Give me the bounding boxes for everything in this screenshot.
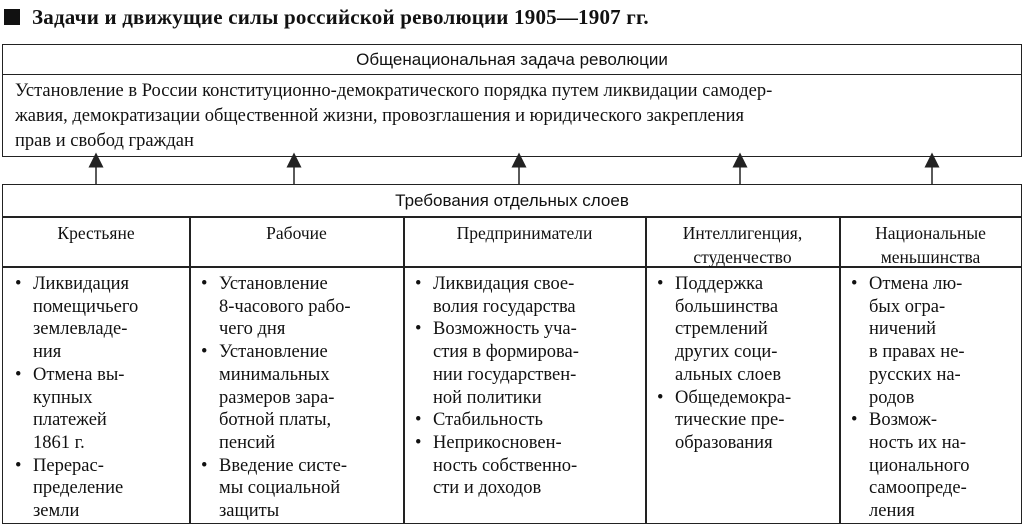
column-header-intelligentsia [646, 218, 839, 266]
item-line: минимальных [219, 364, 330, 385]
item-line: Отмена вы- [33, 364, 125, 385]
bullet-icon: • [851, 410, 858, 431]
national-task-line: прав и свобод граждан [15, 131, 194, 151]
item-line: земли [33, 501, 80, 522]
column-header-line: Национальные [875, 223, 986, 243]
item-line: Ликвидация свое- [433, 274, 575, 294]
item-line: 8-часового рабо- [219, 296, 351, 317]
item-line: Поддержка [675, 274, 764, 294]
title-row [4, 4, 649, 30]
item-line: альных слоев [675, 364, 782, 385]
item-line: ния [33, 342, 62, 363]
column-header-workers [190, 218, 403, 266]
item-line: пределение [33, 478, 124, 499]
item-line: родов [869, 387, 915, 408]
item-line: русских на- [869, 364, 961, 385]
list-item [653, 273, 837, 387]
national-task-line: жавия, демократизации общественной жизни, провозглашения и юридического закрепления [15, 106, 745, 126]
list-item [411, 318, 643, 409]
bullet-icon: • [201, 342, 208, 363]
item-line: стия в формирова- [433, 342, 579, 363]
item-line: сти и доходов [433, 478, 542, 499]
column-minorities [847, 273, 1019, 523]
item-line: чего дня [219, 319, 286, 340]
item-line: Отмена лю- [869, 274, 963, 294]
item-line: ничений [869, 319, 937, 340]
national-task-text [15, 79, 981, 154]
column-header-line: Крестьяне [57, 223, 135, 243]
column-header-line: меньшинства [880, 247, 981, 267]
bullet-icon: • [201, 455, 208, 476]
item-line: Установление [219, 274, 328, 294]
item-line: бых огра- [869, 296, 946, 317]
column-entrepreneurs [411, 273, 643, 500]
demands-header: Требования отдельных слоев [395, 190, 629, 210]
item-line: помещичьего [33, 296, 139, 317]
bullet-icon: • [657, 274, 664, 294]
item-line: ботной платы, [219, 410, 332, 431]
bullet-icon: • [657, 387, 664, 408]
item-line: 1861 г. [33, 432, 85, 453]
item-line: Возмож- [869, 410, 938, 431]
item-line: ность их на- [869, 432, 967, 453]
column-header-peasants [3, 218, 189, 266]
item-line: ной политики [433, 387, 542, 408]
national-task-box [2, 44, 1022, 157]
list-item [11, 273, 187, 364]
column-intelligentsia [653, 273, 837, 455]
national-task-line: Установление в России конституционно-демократического порядка путем ликвидации самодер- [15, 81, 773, 101]
item-line: Возможность уча- [433, 319, 577, 340]
list-item [197, 455, 401, 523]
item-line: Стабильность [433, 410, 543, 431]
item-line: Введение систе- [219, 455, 347, 476]
item-line: защиты [219, 501, 280, 522]
list-item [847, 273, 1019, 409]
item-line: Неприкосновен- [433, 432, 562, 453]
item-line: ность собственно- [433, 455, 578, 476]
arrows [0, 150, 1024, 188]
bullet-icon: • [415, 432, 422, 453]
item-line: нии государствен- [433, 364, 577, 385]
item-line: пенсий [219, 432, 276, 453]
list-item [411, 409, 643, 432]
item-line: самоопреде- [869, 478, 967, 499]
item-line: размеров зара- [219, 387, 335, 408]
list-item [197, 341, 401, 455]
item-line: мы социальной [219, 478, 341, 499]
item-line: ционального [869, 455, 970, 476]
bullet-icon: • [851, 274, 858, 294]
column-header-entrepreneurs [404, 218, 645, 266]
list-item [411, 432, 643, 500]
bullet-icon: • [415, 274, 422, 294]
black-square-icon [4, 9, 20, 25]
list-item [11, 455, 187, 523]
list-item [847, 409, 1019, 523]
item-line: стремлений [675, 319, 768, 340]
item-line: волия государства [433, 296, 576, 317]
bullet-icon: • [15, 455, 22, 476]
item-line: ления [869, 501, 915, 522]
column-header-line: Рабочие [266, 223, 327, 243]
national-task-header: Общенациональная задача революции [3, 45, 1021, 75]
list-item [653, 387, 837, 455]
divider [3, 266, 1021, 268]
bullet-icon: • [15, 274, 22, 294]
item-line: Перерас- [33, 455, 104, 476]
item-line: других соци- [675, 342, 778, 363]
page-title: Задачи и движущие силы российской революции 1905—1907 гг. [32, 4, 649, 29]
column-header-line: Интеллигенция, [682, 223, 803, 243]
list-item [411, 273, 643, 318]
bullet-icon: • [415, 410, 422, 431]
item-line: образования [675, 432, 773, 453]
item-line: Установление [219, 342, 328, 363]
column-peasants [11, 273, 187, 523]
item-line: в правах не- [869, 342, 965, 363]
column-workers [197, 273, 401, 523]
item-line: Ликвидация [33, 274, 130, 294]
column-header-minorities [840, 218, 1021, 266]
bullet-icon: • [415, 319, 422, 340]
list-item [11, 364, 187, 455]
bullet-icon: • [201, 274, 208, 294]
demands-box [2, 184, 1022, 524]
item-line: платежей [33, 410, 107, 431]
bullet-icon: • [15, 364, 22, 385]
column-header-line: Предприниматели [456, 223, 593, 243]
item-line: большинства [675, 296, 779, 317]
item-line: Общедемокра- [675, 387, 792, 408]
column-header-line: студенчество [693, 247, 792, 267]
item-line: купных [33, 387, 93, 408]
list-item [197, 273, 401, 341]
item-line: землевладе- [33, 319, 128, 340]
item-line: тические пре- [675, 410, 785, 431]
